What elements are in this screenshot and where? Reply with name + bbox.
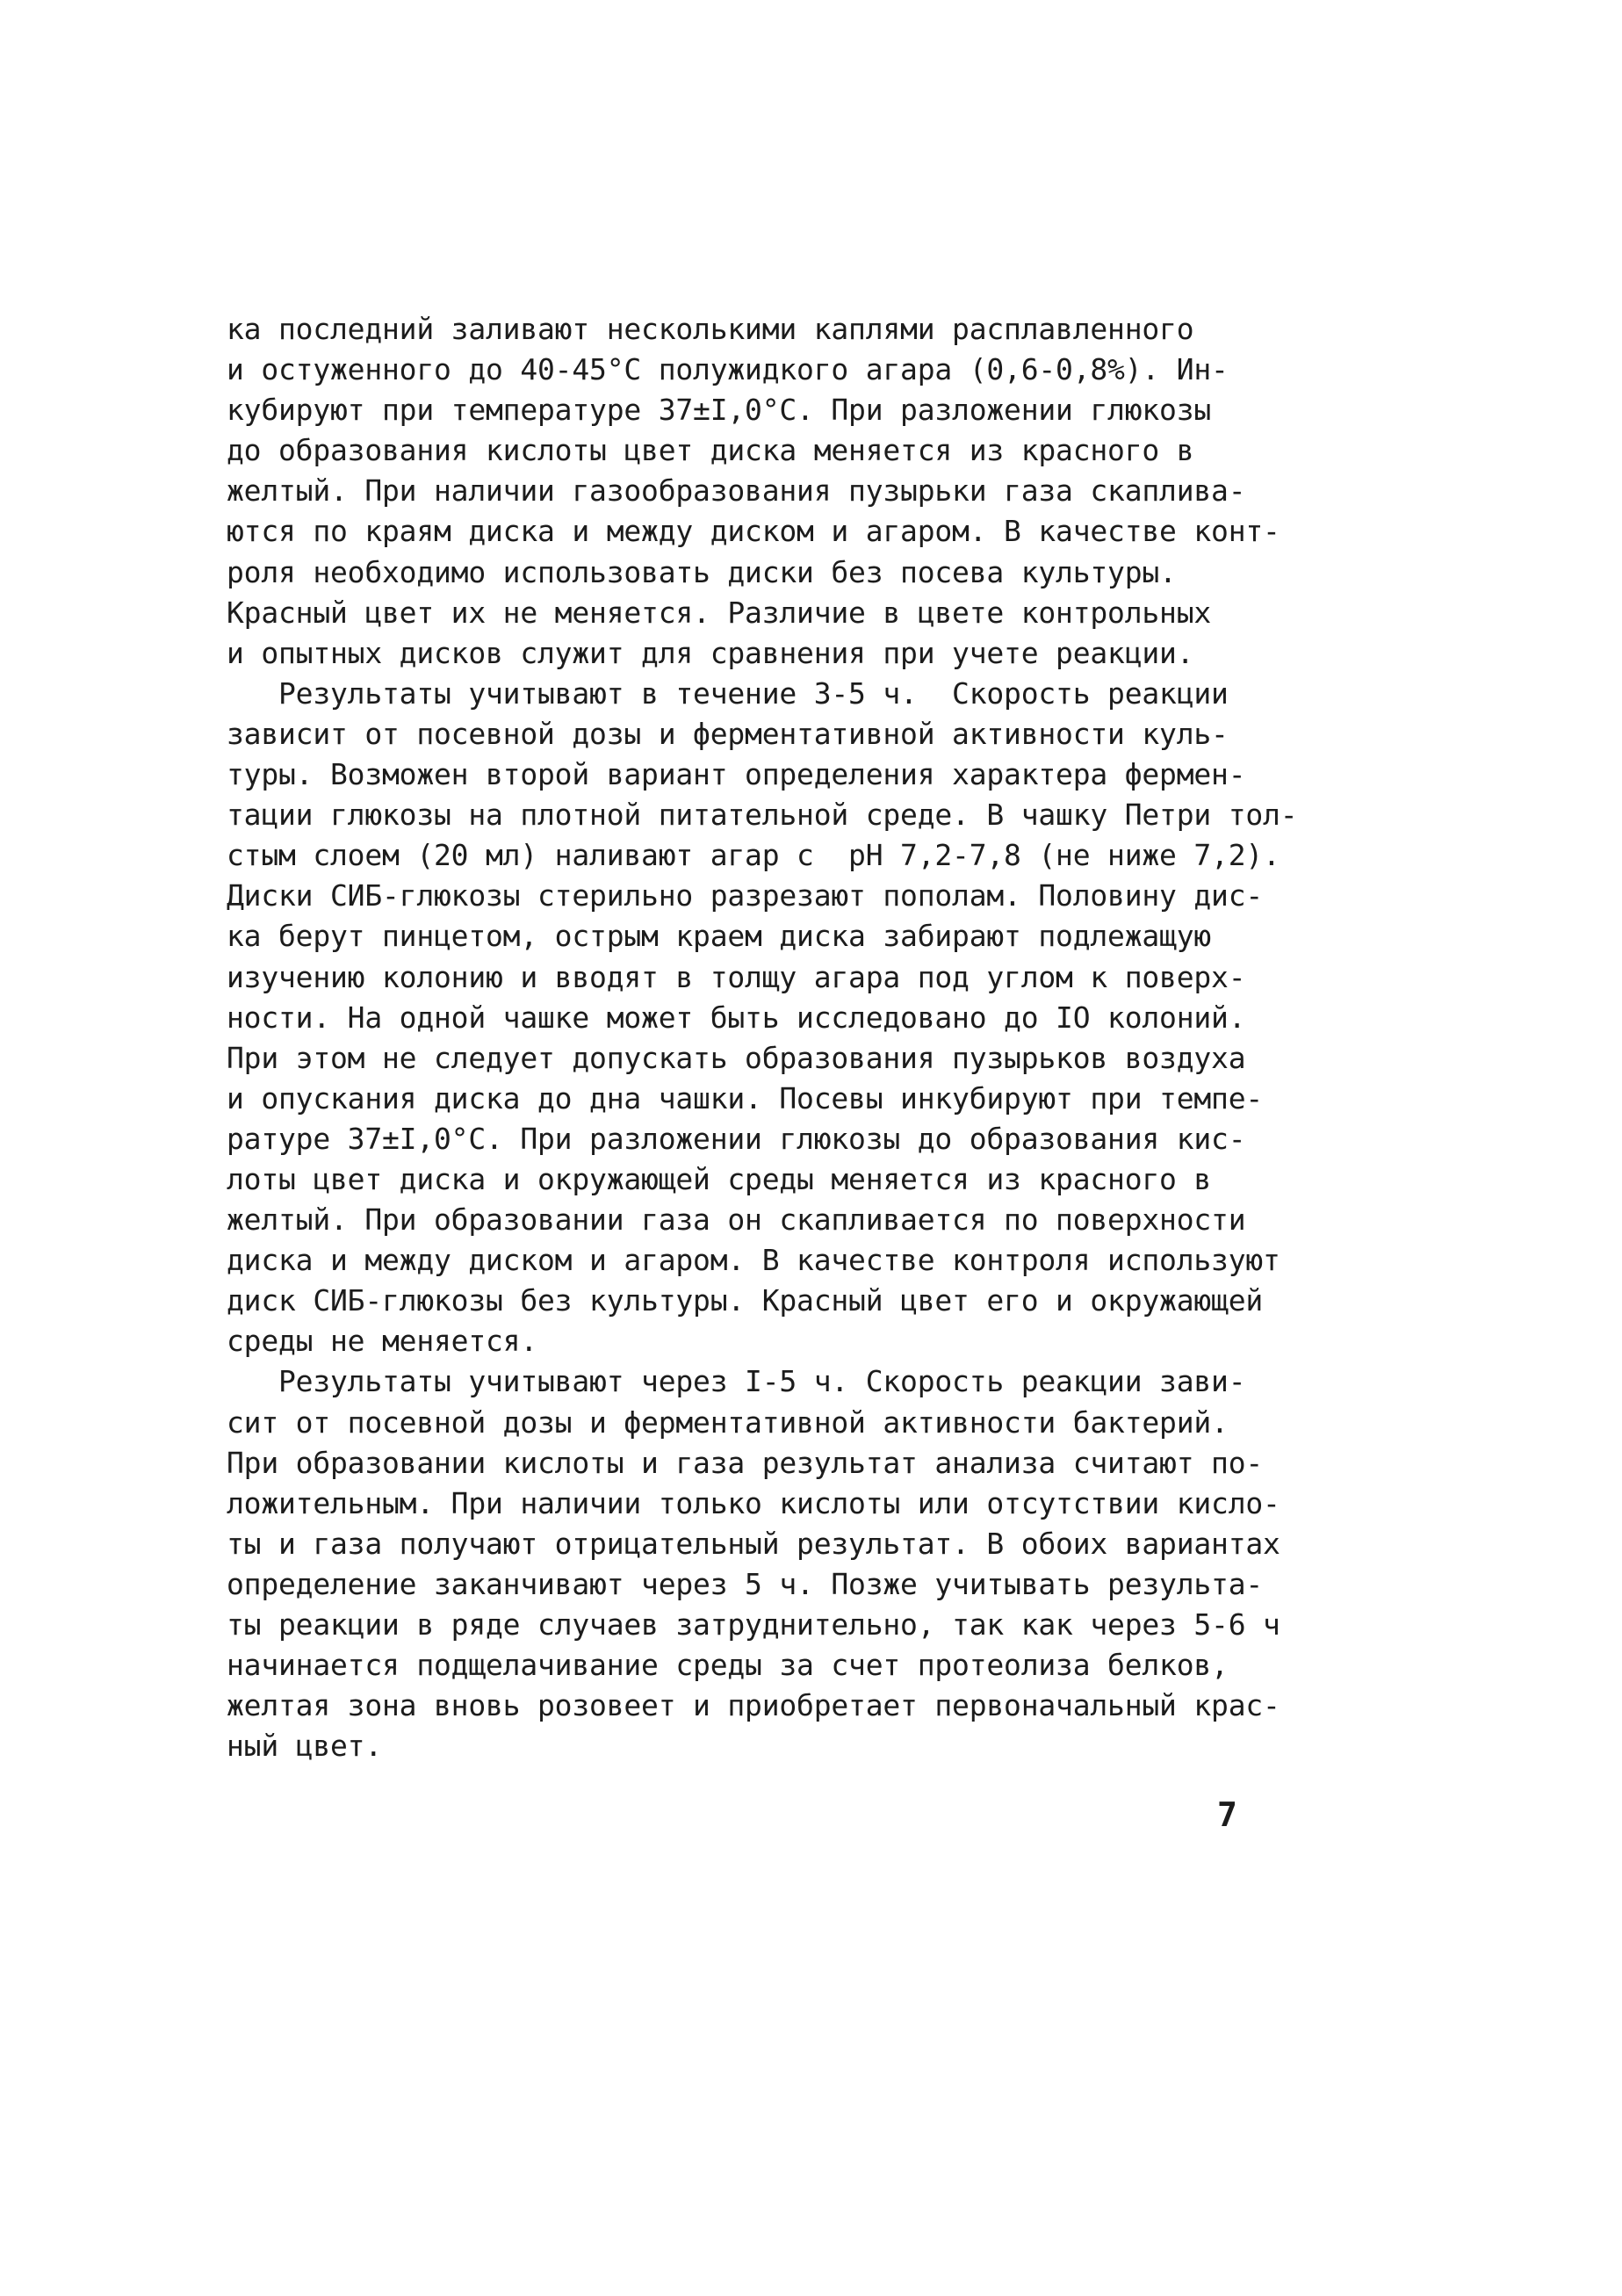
text-line: ложительным. При наличии только кислоты или отсутствии кисло-	[227, 1485, 1280, 1520]
text-line: и опускания диска до дна чашки. Посевы инкубируют при темпе-	[227, 1080, 1264, 1116]
text-line: При образовании кислоты и газа результат анализа считают по-	[227, 1445, 1264, 1480]
text-line: роля необходимо использовать диски без посева культуры.	[227, 554, 1177, 589]
text-line: зависит от посевной дозы и ферментативной активности куль-	[227, 716, 1229, 751]
text-line: желтая зона вновь розовеет и приобретает первоначальный крас-	[227, 1688, 1280, 1723]
text-line: тации глюкозы на плотной питательной среде. В чашку Петри тол-	[227, 798, 1298, 833]
text-line: и остуженного до 40-45°С полужидкого агара (0,6-0,8%). Ин-	[227, 352, 1229, 387]
text-line: ка берут пинцетом, острым краем диска забирают подлежащую	[227, 919, 1212, 954]
text-line: туры. Возможен второй вариант определения характера фермен-	[227, 757, 1246, 792]
text-line: Диски СИБ-глюкозы стерильно разрезают пополам. Половину дис-	[227, 878, 1264, 913]
text-line: желтый. При образовании газа он скапливается по поверхности	[227, 1202, 1246, 1238]
text-line: ности. На одной чашке может быть исследовано до IO колоний.	[227, 1000, 1246, 1035]
body-text	[227, 309, 1298, 1766]
text-line: ный цвет.	[227, 1729, 383, 1764]
text-line: изучению колонию и вводят в толщу агара под углом к поверх-	[227, 959, 1246, 994]
text-line: желтый. При наличии газообразования пузырьки газа скаплива-	[227, 473, 1246, 509]
text-line: кубируют при температуре 37±I,0°С. При разложении глюкозы	[227, 393, 1212, 428]
text-line: ты и газа получают отрицательный результат. В обоих вариантах	[227, 1526, 1280, 1561]
text-line: диска и между диском и агаром. В качестве контроля используют	[227, 1243, 1280, 1278]
text-line: лоты цвет диска и окружающей среды меняется из красного в	[227, 1161, 1212, 1196]
text-line: Результаты учитывают через I-5 ч. Скорость реакции зави-	[227, 1364, 1246, 1399]
text-line: начинается подщелачивание среды за счет протеолиза белков,	[227, 1648, 1229, 1683]
text-line: При этом не следует допускать образования пузырьков воздуха	[227, 1040, 1246, 1075]
text-line: и опытных дисков служит для сравнения при учете реакции.	[227, 635, 1194, 670]
text-line: сит от посевной дозы и ферментативной активности бактерий.	[227, 1404, 1229, 1440]
text-line: ратуре 37±I,0°С. При разложении глюкозы до образования кис-	[227, 1121, 1246, 1156]
text-line: ты реакции в ряде случаев затруднительно, так как через 5-6 ч	[227, 1607, 1280, 1642]
text-line: определение заканчивают через 5 ч. Позже учитывать результа-	[227, 1566, 1264, 1601]
text-line: ка последний заливают несколькими каплями расплавленного	[227, 312, 1194, 346]
page-number: 7	[1217, 1795, 1237, 1834]
text-line: до образования кислоты цвет диска меняется из красного в	[227, 433, 1194, 468]
text-line: среды не меняется.	[227, 1324, 538, 1359]
text-line: стым слоем (20 мл) наливают агар с рН 7,2-7,8 (не ниже 7,2).	[227, 838, 1280, 873]
text-line: ются по краям диска и между диском и агаром. В качестве конт-	[227, 514, 1280, 549]
text-line: Красный цвет их не меняется. Различие в цвете контрольных	[227, 595, 1212, 630]
text-line: Результаты учитывают в течение 3-5 ч. Скорость реакции	[227, 675, 1229, 711]
text-line: диск СИБ-глюкозы без культуры. Красный цвет его и окружающей	[227, 1283, 1264, 1318]
